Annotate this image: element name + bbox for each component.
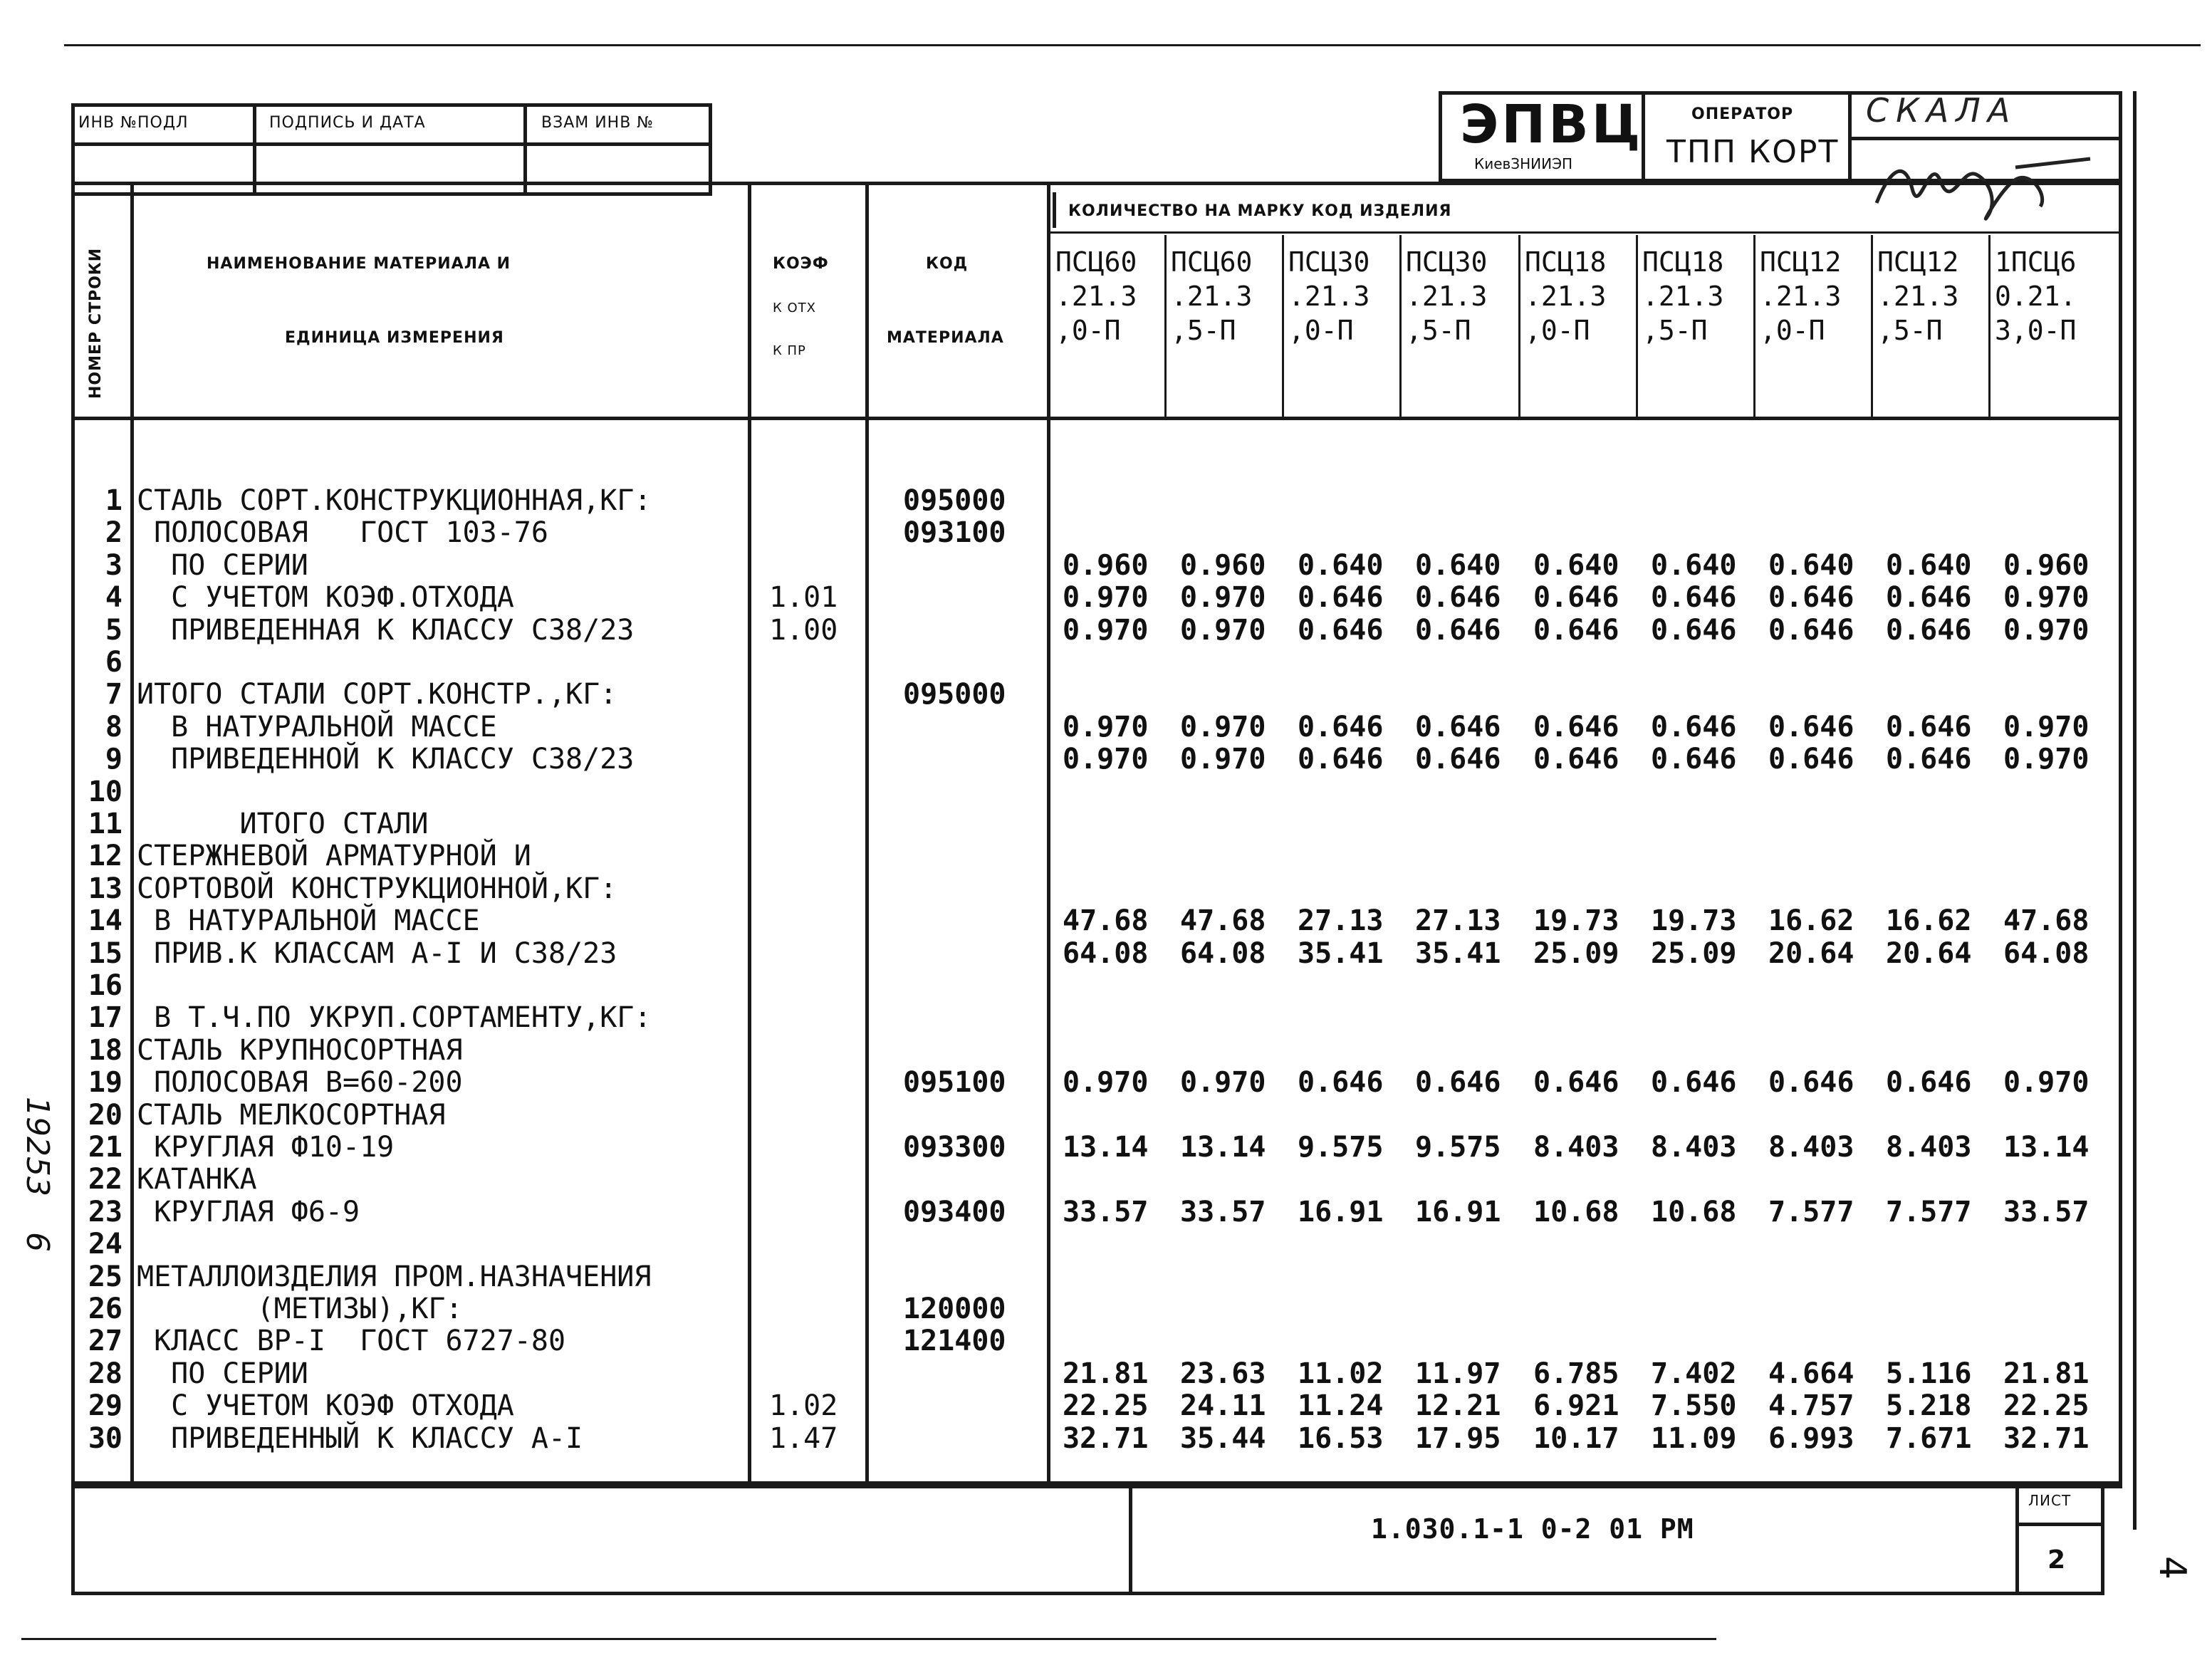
col-sep-rownum xyxy=(130,182,134,1481)
sheet-label: ЛИСТ xyxy=(2028,1492,2072,1509)
quantity-cell: 11.97 xyxy=(1415,1357,1501,1390)
material-header-line2: ЕДИНИЦА ИЗМЕРЕНИЯ xyxy=(285,329,504,347)
row-number: 17 xyxy=(88,1001,122,1034)
quantity-cell: 0.646 xyxy=(1886,711,1972,743)
row-number-header: НОМЕР СТРОКИ xyxy=(87,247,105,399)
quantity-cell: 0.646 xyxy=(1533,743,1619,776)
operator-value: ТПП КОРТ xyxy=(1666,134,1840,170)
row-number: 12 xyxy=(88,840,122,872)
side-number: 6 xyxy=(19,1232,56,1252)
quantity-cell: 0.646 xyxy=(1651,1066,1737,1099)
row-number: 20 xyxy=(88,1099,122,1132)
row-number: 4 xyxy=(105,581,122,614)
material-header-line1: НАИМЕНОВАНИЕ МАТЕРИАЛА И xyxy=(207,255,511,273)
material-name: В НАТУРАЛЬНОЙ МАССЕ xyxy=(137,711,497,743)
product-header-8-line1: ПСЦ12 xyxy=(1877,246,1959,278)
product-header-9-line2: 0.21. xyxy=(1995,281,2077,312)
quantity-cell: 8.403 xyxy=(1651,1131,1737,1164)
material-name: ПРИВЕДЕННОЙ К КЛАССУ С38/23 xyxy=(137,743,635,776)
quantity-cell: 16.62 xyxy=(1886,904,1972,937)
product-header-3-line1: ПСЦ30 xyxy=(1288,246,1370,278)
stamp-divider xyxy=(71,142,712,146)
quantity-cell: 5.116 xyxy=(1886,1357,1972,1390)
coef-value: 1.00 xyxy=(769,614,838,647)
quantity-cell: 0.646 xyxy=(1886,1066,1972,1099)
quantity-cell: 0.646 xyxy=(1298,614,1384,647)
material-name: ИТОГО СТАЛИ СОРТ.КОНСТР.,КГ: xyxy=(137,678,617,711)
material-name: С УЧЕТОМ КОЭФ ОТХОДА xyxy=(137,1389,514,1422)
footer-box xyxy=(71,1481,2104,1595)
quantity-cell: 0.646 xyxy=(1886,743,1972,776)
material-name: СОРТОВОЙ КОНСТРУКЦИОННОЙ,КГ: xyxy=(137,872,617,905)
quantity-cell: 22.25 xyxy=(2003,1389,2090,1422)
material-name: ПРИВЕДЕННАЯ К КЛАССУ С38/23 xyxy=(137,614,635,647)
quantity-cell: 35.41 xyxy=(1415,937,1501,970)
quantity-cell: 0.640 xyxy=(1651,549,1737,582)
row-number: 11 xyxy=(88,808,122,840)
quantity-cell: 9.575 xyxy=(1415,1131,1501,1164)
quantity-cell: 0.640 xyxy=(1886,549,1972,582)
operator-label: ОПЕРАТОР xyxy=(1691,105,1794,123)
bottom-rule xyxy=(21,1638,1716,1640)
row-number: 10 xyxy=(88,776,122,808)
quantity-cell: 13.14 xyxy=(1180,1131,1266,1164)
quantity-cell: 19.73 xyxy=(1651,904,1737,937)
quantity-cell: 0.640 xyxy=(1533,549,1619,582)
quantity-cell: 16.91 xyxy=(1415,1196,1501,1228)
material-name: КРУГЛАЯ Ф10-19 xyxy=(137,1131,395,1164)
quantity-cell: 27.13 xyxy=(1415,904,1501,937)
product-header-2-line3: ,5-П xyxy=(1171,315,1236,346)
material-name: ИТОГО СТАЛИ xyxy=(137,808,429,840)
quantity-cell: 7.550 xyxy=(1651,1389,1737,1422)
product-header-9-line1: 1ПСЦ6 xyxy=(1995,246,2077,278)
col-sep-coef xyxy=(865,182,869,1481)
prod-sep-8 xyxy=(1988,235,1991,417)
product-header-6-line3: ,5-П xyxy=(1642,315,1708,346)
quantity-cell: 9.575 xyxy=(1298,1131,1384,1164)
material-code: 095000 xyxy=(903,678,1006,711)
product-header-3-line3: ,0-П xyxy=(1288,315,1354,346)
coef-value: 1.47 xyxy=(769,1422,838,1455)
quantity-cell: 0.970 xyxy=(1063,743,1149,776)
prod-sep-2 xyxy=(1282,235,1284,417)
product-header-5-line2: .21.3 xyxy=(1525,281,1607,312)
row-number: 7 xyxy=(105,678,122,711)
quantity-cell: 11.02 xyxy=(1298,1357,1384,1390)
material-name: ПОЛОСОВАЯ В=60-200 xyxy=(137,1066,463,1099)
product-header-5-line1: ПСЦ18 xyxy=(1525,246,1607,278)
quantity-cell: 4.757 xyxy=(1768,1389,1854,1422)
material-name: СТАЛЬ КРУПНОСОРТНАЯ xyxy=(137,1034,463,1067)
quantity-cell: 47.68 xyxy=(2003,904,2090,937)
org-subname: КиевЗНИИЭП xyxy=(1474,155,1573,172)
quantity-cell: 23.63 xyxy=(1180,1357,1266,1390)
quantity-cell: 0.646 xyxy=(1415,581,1501,614)
prod-sep-7 xyxy=(1871,235,1873,417)
quantity-cell: 0.970 xyxy=(1180,743,1266,776)
quantity-cell: 32.71 xyxy=(2003,1422,2090,1455)
sheet-number: 2 xyxy=(2047,1545,2066,1575)
quantity-cell: 0.970 xyxy=(2003,614,2090,647)
quantity-cell: 8.403 xyxy=(1768,1131,1854,1164)
quantity-cell: 0.960 xyxy=(1063,549,1149,582)
top-rule xyxy=(64,44,2201,46)
code-header-line2: МАТЕРИАЛА xyxy=(887,329,1004,347)
prod-sep-5 xyxy=(1636,235,1638,417)
quantity-cell: 0.970 xyxy=(2003,711,2090,743)
quantity-cell: 0.646 xyxy=(1415,711,1501,743)
col-sep-code xyxy=(1047,182,1050,1481)
row-number: 29 xyxy=(88,1389,122,1422)
product-header-6-line2: .21.3 xyxy=(1642,281,1724,312)
quantity-cell: 10.68 xyxy=(1651,1196,1737,1228)
quantity-cell: 0.970 xyxy=(1063,1066,1149,1099)
material-name: ПО СЕРИИ xyxy=(137,1357,308,1390)
quantity-cell: 47.68 xyxy=(1063,904,1149,937)
material-code: 093300 xyxy=(903,1131,1006,1164)
material-name: ПРИВЕДЕННЫЙ К КЛАССУ А-I xyxy=(137,1422,583,1455)
quantity-cell: 0.970 xyxy=(2003,743,2090,776)
quantity-cell: 13.14 xyxy=(2003,1131,2090,1164)
quantity-cell: 0.646 xyxy=(1415,1066,1501,1099)
row-number: 1 xyxy=(105,484,122,517)
quantity-cell: 7.402 xyxy=(1651,1357,1737,1390)
material-name: СТАЛЬ СОРТ.КОНСТРУКЦИОННАЯ,КГ: xyxy=(137,484,652,517)
quantity-cell: 21.81 xyxy=(2003,1357,2090,1390)
doc-code: 1.030.1-1 0-2 01 РМ xyxy=(1371,1513,1694,1545)
product-header-4-line3: ,5-П xyxy=(1406,315,1471,346)
material-name: В Т.Ч.ПО УКРУП.СОРТАМЕНТУ,КГ: xyxy=(137,1001,652,1034)
quantity-cell: 0.646 xyxy=(1298,711,1384,743)
row-number: 22 xyxy=(88,1163,122,1196)
quantity-cell: 0.970 xyxy=(2003,1066,2090,1099)
quantity-cell: 10.17 xyxy=(1533,1422,1619,1455)
material-code: 093100 xyxy=(903,516,1006,549)
quantity-cell: 0.646 xyxy=(1886,614,1972,647)
quantity-cell: 10.68 xyxy=(1533,1196,1619,1228)
row-number: 25 xyxy=(88,1261,122,1293)
product-header-7-line2: .21.3 xyxy=(1760,281,1842,312)
inventory-number: 19253 xyxy=(19,1097,56,1196)
quantity-cell: 64.08 xyxy=(2003,937,2090,970)
material-name: В НАТУРАЛЬНОЙ МАССЕ xyxy=(137,904,480,937)
quantity-cell: 0.646 xyxy=(1533,711,1619,743)
quantity-cell: 19.73 xyxy=(1533,904,1619,937)
quantity-cell: 0.646 xyxy=(1533,581,1619,614)
quantity-cell: 0.970 xyxy=(1063,614,1149,647)
product-header-4-line2: .21.3 xyxy=(1406,281,1488,312)
product-header-6-line1: ПСЦ18 xyxy=(1642,246,1724,278)
quantity-cell: 0.970 xyxy=(1063,581,1149,614)
coef-value: 1.02 xyxy=(769,1389,838,1422)
quantity-cell: 0.646 xyxy=(1651,711,1737,743)
quantity-cell: 21.81 xyxy=(1063,1357,1149,1390)
col-sep-name xyxy=(748,182,751,1481)
product-header-2-line1: ПСЦ60 xyxy=(1171,246,1253,278)
quantity-cell: 20.64 xyxy=(1768,937,1854,970)
quantity-cell: 0.646 xyxy=(1298,581,1384,614)
quantity-cell: 0.646 xyxy=(1298,1066,1384,1099)
prod-sep-4 xyxy=(1518,235,1520,417)
quantity-cell: 12.21 xyxy=(1415,1389,1501,1422)
quantity-cell: 0.970 xyxy=(1180,711,1266,743)
material-code: 095100 xyxy=(903,1066,1006,1099)
row-number: 14 xyxy=(88,904,122,937)
row-number: 24 xyxy=(88,1228,122,1261)
row-number: 23 xyxy=(88,1196,122,1228)
quantity-cell: 33.57 xyxy=(1063,1196,1149,1228)
quantity-cell: 0.646 xyxy=(1533,614,1619,647)
quantity-cell: 0.970 xyxy=(1180,581,1266,614)
quantity-cell: 0.646 xyxy=(1768,711,1854,743)
quantity-cell: 6.921 xyxy=(1533,1389,1619,1422)
coef-header-line1: КОЭФ xyxy=(773,255,829,273)
product-header-1-line1: ПСЦ60 xyxy=(1055,246,1137,278)
corner-number: 4 xyxy=(2151,1556,2193,1580)
quantity-cell: 17.95 xyxy=(1415,1422,1501,1455)
material-name: СТАЛЬ МЕЛКОСОРТНАЯ xyxy=(137,1099,446,1132)
quantity-cell: 7.577 xyxy=(1768,1196,1854,1228)
product-header-1-line3: ,0-П xyxy=(1055,315,1121,346)
quantity-cell: 24.11 xyxy=(1180,1389,1266,1422)
material-code: 121400 xyxy=(903,1325,1006,1357)
product-header-9-line3: 3,0-П xyxy=(1995,315,2077,346)
material-code: 120000 xyxy=(903,1293,1006,1325)
quantity-header-tick xyxy=(1053,192,1056,228)
material-name: ПРИВ.К КЛАССАМ А-I И С38/23 xyxy=(137,937,617,970)
row-number: 3 xyxy=(105,549,122,582)
product-header-7-line3: ,0-П xyxy=(1760,315,1825,346)
quantity-cell: 16.91 xyxy=(1298,1196,1384,1228)
quantity-cell: 13.14 xyxy=(1063,1131,1149,1164)
material-name: ПО СЕРИИ xyxy=(137,549,308,582)
quantity-cell: 5.218 xyxy=(1886,1389,1972,1422)
row-number: 13 xyxy=(88,872,122,905)
quantity-cell: 8.403 xyxy=(1533,1131,1619,1164)
material-code: 093400 xyxy=(903,1196,1006,1228)
row-number: 27 xyxy=(88,1325,122,1357)
product-header-8-line3: ,5-П xyxy=(1877,315,1943,346)
prod-sep-3 xyxy=(1399,235,1402,417)
row-number: 9 xyxy=(105,743,122,776)
coef-header-line3: К ПР xyxy=(773,343,806,358)
material-name: С УЧЕТОМ КОЭФ.ОТХОДА xyxy=(137,581,514,614)
quantity-cell: 33.57 xyxy=(2003,1196,2090,1228)
quantity-cell: 0.646 xyxy=(1768,743,1854,776)
material-name: КЛАСС ВР-I ГОСТ 6727-80 xyxy=(137,1325,566,1357)
product-header-7-line1: ПСЦ12 xyxy=(1760,246,1842,278)
product-header-3-line2: .21.3 xyxy=(1288,281,1370,312)
coef-value: 1.01 xyxy=(769,581,838,614)
quantity-header: КОЛИЧЕСТВО НА МАРКУ КОД ИЗДЕЛИЯ xyxy=(1068,202,1452,220)
quantity-cell: 0.970 xyxy=(1180,614,1266,647)
quantity-cell: 7.577 xyxy=(1886,1196,1972,1228)
row-number: 26 xyxy=(88,1293,122,1325)
material-name: ПОЛОСОВАЯ ГОСТ 103-76 xyxy=(137,516,548,549)
product-header-5-line3: ,0-П xyxy=(1525,315,1590,346)
row-number: 6 xyxy=(105,646,122,679)
quantity-cell: 0.640 xyxy=(1298,549,1384,582)
material-name: СТЕРЖНЕВОЙ АРМАТУРНОЙ И xyxy=(137,840,531,872)
quantity-cell: 25.09 xyxy=(1651,937,1737,970)
quantity-cell: 0.970 xyxy=(1180,1066,1266,1099)
quantity-cell: 47.68 xyxy=(1180,904,1266,937)
quantity-cell: 0.646 xyxy=(1886,581,1972,614)
quantity-cell: 0.960 xyxy=(2003,549,2090,582)
prod-sep-1 xyxy=(1164,235,1167,417)
quantity-cell: 0.646 xyxy=(1651,614,1737,647)
stamp-podpis-data: ПОДПИСЬ И ДАТА xyxy=(269,114,426,132)
quantity-cell: 11.09 xyxy=(1651,1422,1737,1455)
quantity-cell: 6.785 xyxy=(1533,1357,1619,1390)
stamp-vzam-inv: ВЗАМ ИНВ № xyxy=(541,114,654,132)
quantity-cell: 0.646 xyxy=(1651,581,1737,614)
system-name: СКАЛА xyxy=(1866,91,2018,130)
row-number: 16 xyxy=(88,969,122,1002)
quantity-cell: 16.62 xyxy=(1768,904,1854,937)
quantity-cell: 22.25 xyxy=(1063,1389,1149,1422)
right-edge-line xyxy=(2133,91,2137,1530)
quantity-cell: 8.403 xyxy=(1886,1131,1972,1164)
quantity-cell: 11.24 xyxy=(1298,1389,1384,1422)
quantity-cell: 0.646 xyxy=(1651,743,1737,776)
row-number: 15 xyxy=(88,937,122,970)
material-name: (МЕТИЗЫ),КГ: xyxy=(137,1293,463,1325)
coef-header-line2: К ОТХ xyxy=(773,301,816,315)
quantity-cell: 35.44 xyxy=(1180,1422,1266,1455)
quantity-cell: 20.64 xyxy=(1886,937,1972,970)
row-number: 19 xyxy=(88,1066,122,1099)
quantity-cell: 0.970 xyxy=(1063,711,1149,743)
quantity-cell: 0.640 xyxy=(1768,549,1854,582)
material-name: МЕТАЛЛОИЗДЕЛИЯ ПРОМ.НАЗНАЧЕНИЯ xyxy=(137,1261,652,1293)
quantity-cell: 25.09 xyxy=(1533,937,1619,970)
sheet-vline xyxy=(2015,1481,2019,1595)
code-header-line1: КОД xyxy=(926,255,969,273)
quantity-cell: 0.970 xyxy=(2003,581,2090,614)
row-number: 21 xyxy=(88,1131,122,1164)
quantity-cell: 0.960 xyxy=(1180,549,1266,582)
material-code: 095000 xyxy=(903,484,1006,517)
row-number: 28 xyxy=(88,1357,122,1390)
row-number: 5 xyxy=(105,614,122,647)
quantity-cell: 32.71 xyxy=(1063,1422,1149,1455)
material-name: КРУГЛАЯ Ф6-9 xyxy=(137,1196,360,1228)
row-number: 2 xyxy=(105,516,122,549)
quantity-cell: 27.13 xyxy=(1298,904,1384,937)
quantity-cell: 0.646 xyxy=(1768,581,1854,614)
row-number: 8 xyxy=(105,711,122,743)
quantity-cell: 0.646 xyxy=(1768,614,1854,647)
quantity-header-divider xyxy=(1050,231,2122,234)
product-header-1-line2: .21.3 xyxy=(1055,281,1137,312)
sheet-divider xyxy=(2015,1523,2104,1526)
prod-sep-6 xyxy=(1753,235,1755,417)
product-header-4-line1: ПСЦ30 xyxy=(1406,246,1488,278)
row-number: 18 xyxy=(88,1034,122,1067)
quantity-cell: 7.671 xyxy=(1886,1422,1972,1455)
quantity-cell: 4.664 xyxy=(1768,1357,1854,1390)
quantity-cell: 33.57 xyxy=(1180,1196,1266,1228)
row-number: 30 xyxy=(88,1422,122,1455)
product-header-2-line2: .21.3 xyxy=(1171,281,1253,312)
quantity-cell: 0.640 xyxy=(1415,549,1501,582)
quantity-cell: 35.41 xyxy=(1298,937,1384,970)
quantity-cell: 0.646 xyxy=(1415,614,1501,647)
product-header-8-line2: .21.3 xyxy=(1877,281,1959,312)
quantity-cell: 64.08 xyxy=(1180,937,1266,970)
stamp-inv-podl: ИНВ №ПОДЛ xyxy=(78,114,189,132)
quantity-cell: 0.646 xyxy=(1298,743,1384,776)
quantity-cell: 0.646 xyxy=(1533,1066,1619,1099)
quantity-cell: 64.08 xyxy=(1063,937,1149,970)
quantity-cell: 0.646 xyxy=(1415,743,1501,776)
header-bottom-line xyxy=(71,417,2122,420)
quantity-cell: 0.646 xyxy=(1768,1066,1854,1099)
org-name: ЭПВЦ xyxy=(1460,94,1644,155)
material-name: КАТАНКА xyxy=(137,1163,257,1196)
quantity-cell: 16.53 xyxy=(1298,1422,1384,1455)
quantity-cell: 6.993 xyxy=(1768,1422,1854,1455)
